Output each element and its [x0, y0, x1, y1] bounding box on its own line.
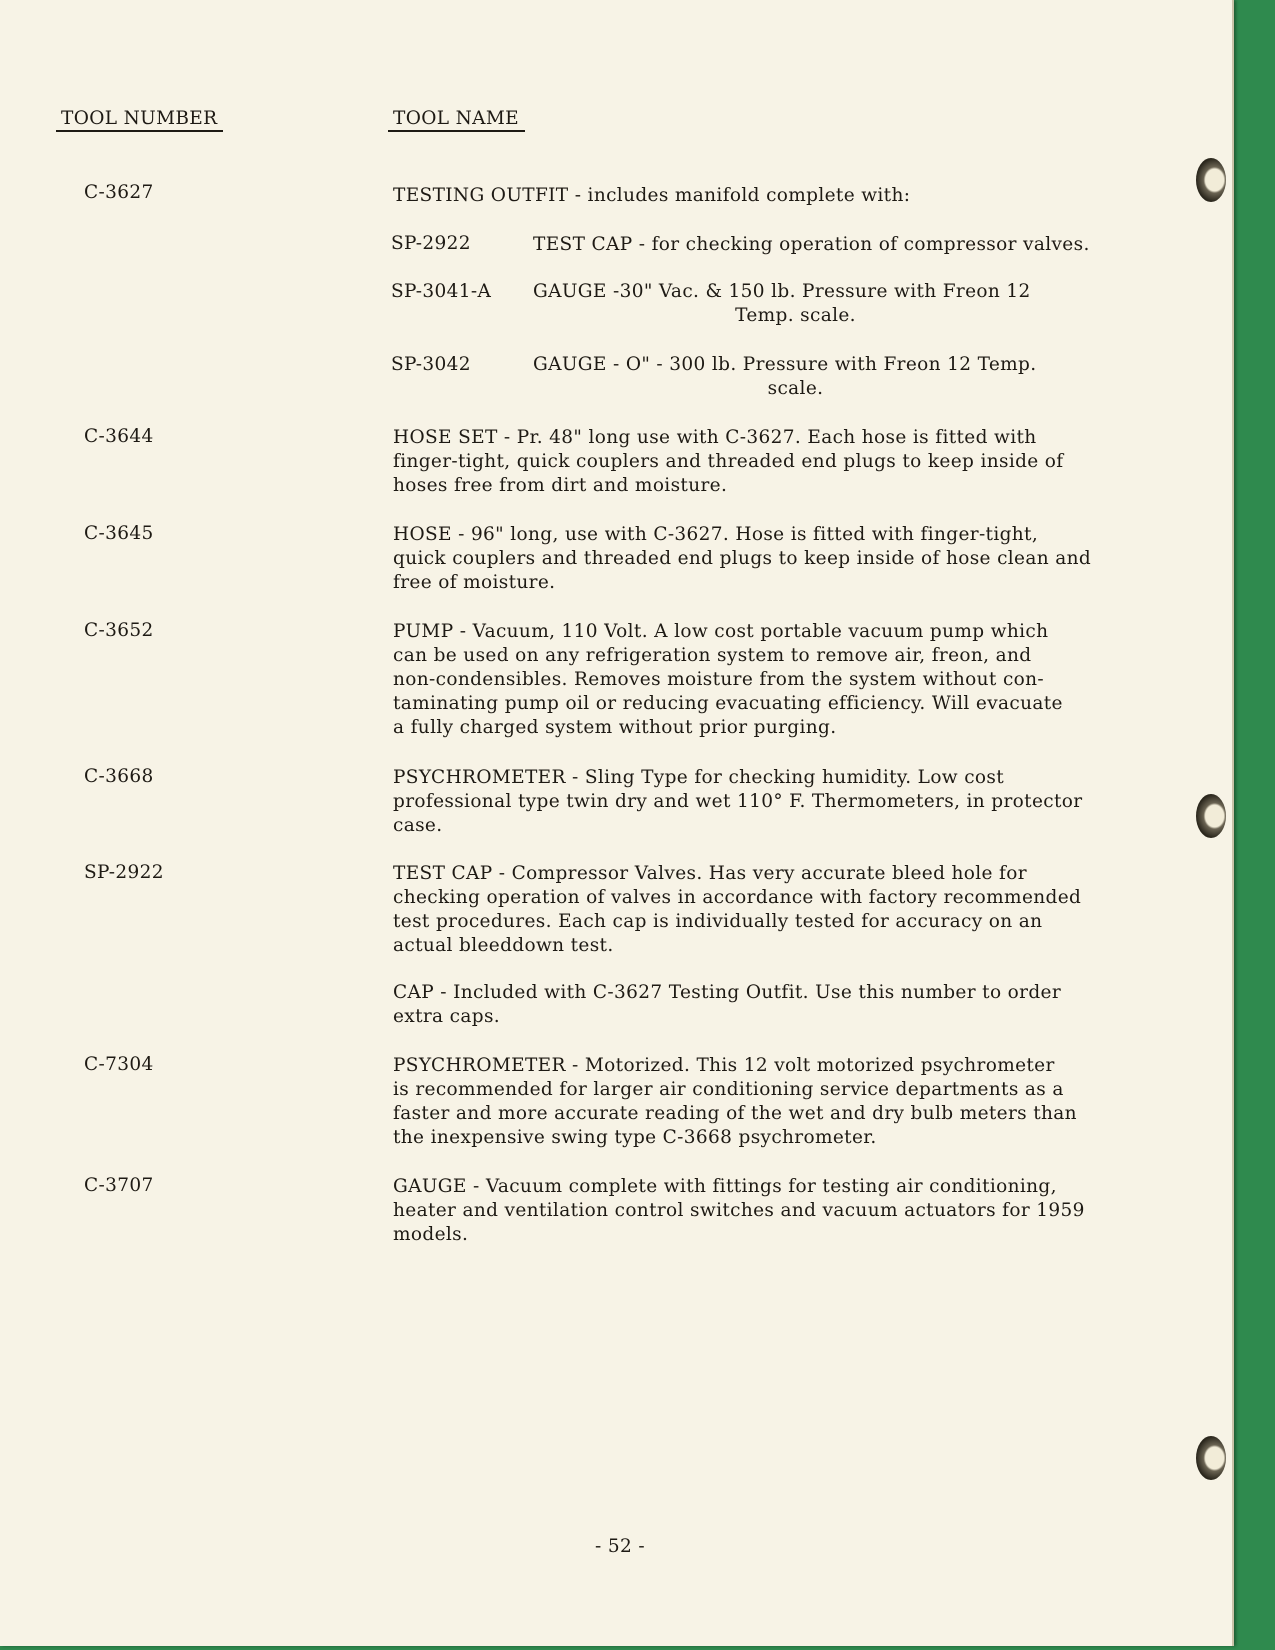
tool-description-line: faster and more accurate reading of the wet and dry bulb meters than — [393, 1103, 1077, 1124]
tool-description-line: the inexpensive swing type C-3668 psychrometer. — [393, 1127, 877, 1148]
tool-description-line: free of moisture. — [393, 572, 556, 593]
tool-number-header: TOOL NUMBER — [56, 108, 223, 132]
tool-number: C-3645 — [84, 523, 154, 544]
tool-description-line: taminating pump oil or reducing evacuating efficiency. Will evacuate — [393, 693, 1063, 714]
tool-description-line: TESTING OUTFIT - includes manifold complete with: — [393, 185, 911, 206]
tool-description-line: hoses free from dirt and moisture. — [393, 475, 728, 496]
tool-description-line: PSYCHROMETER - Motorized. This 12 volt motorized psychrometer — [393, 1055, 1055, 1076]
sub-tool-description-line: GAUGE -30" Vac. & 150 lb. Pressure with Freon 12 — [533, 281, 1031, 302]
tool-number: SP-2922 — [84, 862, 164, 883]
sub-tool-description-line: Temp. scale. — [735, 305, 856, 326]
tool-description-line: test procedures. Each cap is individually tested for accuracy on an — [393, 911, 1043, 932]
tool-description-line: is recommended for larger air conditioning service departments as a — [393, 1079, 1064, 1100]
tool-description-line: HOSE - 96" long, use with C-3627. Hose is fitted with finger-tight, — [393, 524, 1039, 545]
tool-description-line: CAP - Included with C-3627 Testing Outfit. Use this number to order — [393, 982, 1062, 1003]
tool-description-line: professional type twin dry and wet 110° F. Thermometers, in protector — [393, 791, 1083, 812]
tool-number: C-3707 — [84, 1175, 154, 1196]
tool-description-line: can be used on any refrigeration system to remove air, freon, and — [393, 645, 1032, 666]
tool-description-line: extra caps. — [393, 1006, 501, 1027]
sub-tool-description-line: TEST CAP - for checking operation of compressor valves. — [533, 234, 1090, 255]
binder-hole — [1196, 794, 1226, 838]
tool-number: C-3644 — [84, 426, 154, 447]
sub-tool-number: SP-3041-A — [391, 281, 492, 302]
tool-description-line: case. — [393, 815, 443, 836]
tool-description-line: models. — [393, 1224, 469, 1245]
tool-description-line: non-condensibles. Removes moisture from the system without con- — [393, 669, 1045, 690]
tool-description-line: GAUGE - Vacuum complete with fittings for testing air conditioning, — [393, 1176, 1057, 1197]
tool-description-line: finger-tight, quick couplers and threaded end plugs to keep inside of — [393, 451, 1064, 472]
tool-description-line: a fully charged system without prior purging. — [393, 717, 837, 738]
tool-name-header: TOOL NAME — [388, 108, 525, 132]
tool-description-line: heater and ventilation control switches and vacuum actuators for 1959 — [393, 1200, 1085, 1221]
binder-hole — [1196, 1436, 1226, 1480]
tool-description-line: PUMP - Vacuum, 110 Volt. A low cost portable vacuum pump which — [393, 621, 1049, 642]
sub-tool-number: SP-3042 — [391, 354, 471, 375]
page-number: - 52 - — [595, 1536, 645, 1557]
binder-hole — [1196, 158, 1226, 202]
tool-description-line: HOSE SET - Pr. 48" long use with C-3627. Each hose is fitted with — [393, 427, 1037, 448]
tool-number: C-3652 — [84, 620, 154, 641]
tool-description-line: actual bleeddown test. — [393, 935, 614, 956]
tool-description-line: checking operation of valves in accordance with factory recommended — [393, 887, 1082, 908]
tool-description-line: PSYCHROMETER - Sling Type for checking humidity. Low cost — [393, 767, 1005, 788]
tool-description-line: quick couplers and threaded end plugs to keep inside of hose clean and — [393, 548, 1092, 569]
tool-number: C-3668 — [84, 766, 154, 787]
tool-number: C-3627 — [84, 182, 154, 203]
sub-tool-description-line: scale. — [767, 378, 824, 399]
sub-tool-number: SP-2922 — [391, 233, 471, 254]
tool-number: C-7304 — [84, 1054, 154, 1075]
tool-description-line: TEST CAP - Compressor Valves. Has very accurate bleed hole for — [393, 863, 1027, 884]
sub-tool-description-line: GAUGE - O" - 300 lb. Pressure with Freon 12 Temp. — [533, 354, 1037, 375]
